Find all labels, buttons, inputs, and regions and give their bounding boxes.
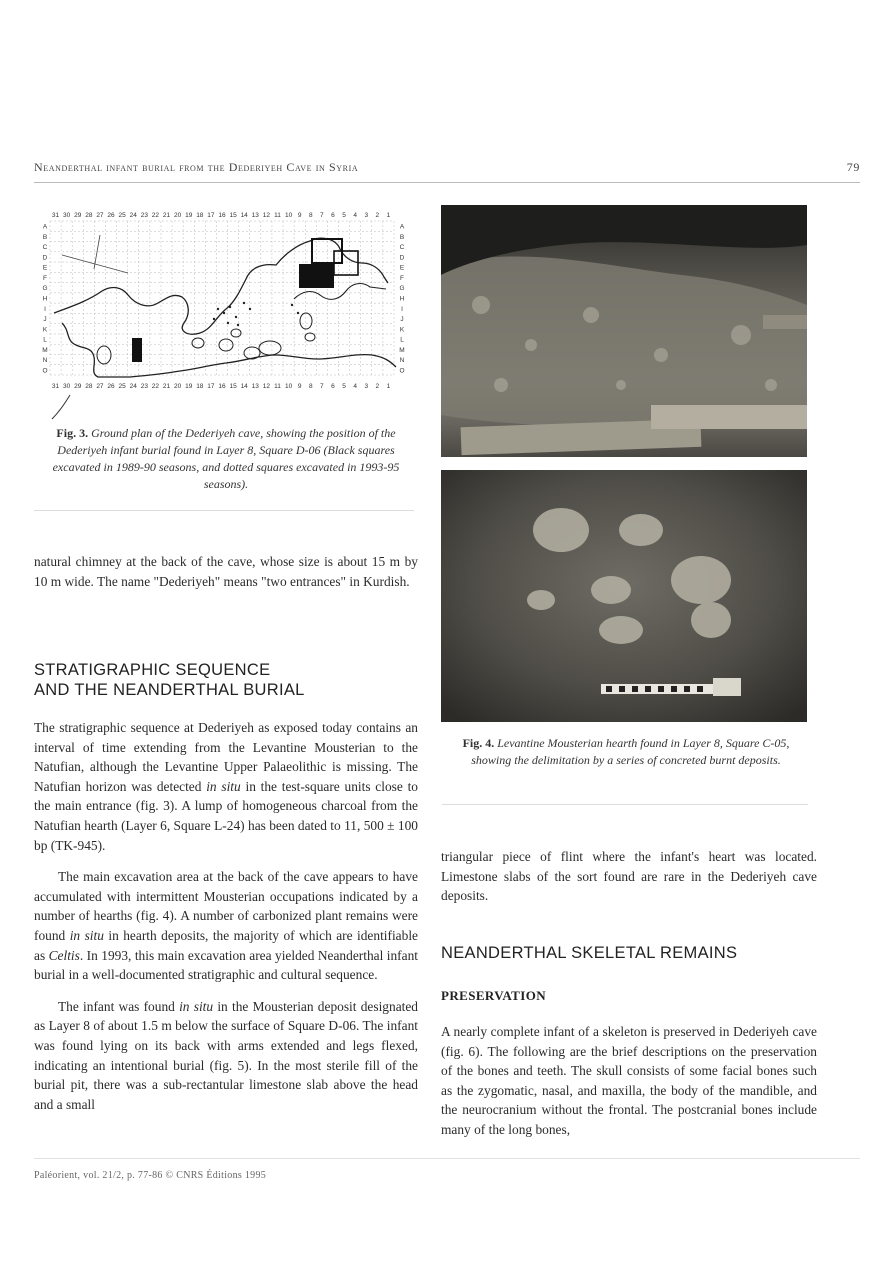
plan-row-letter: E — [399, 264, 405, 272]
plan-column-number: 8 — [308, 383, 313, 390]
plan-column-number: 30 — [63, 212, 71, 219]
boulder — [300, 313, 312, 329]
plan-column-number: 24 — [129, 383, 137, 390]
plan-row-letter: K — [42, 326, 48, 334]
plan-row-letter: J — [43, 316, 47, 324]
plan-row-letter: I — [44, 305, 46, 313]
boulder — [244, 347, 260, 359]
boulder — [259, 341, 281, 355]
figure-4-photo-top — [441, 205, 807, 457]
plan-column-number: 16 — [218, 383, 226, 390]
plan-column-numbers-top — [52, 212, 391, 219]
figure-4-caption — [448, 735, 804, 769]
plan-row-letter: F — [400, 274, 404, 282]
plan-column-number: 9 — [297, 212, 302, 219]
figure-3-caption — [48, 425, 404, 493]
continuation-paragraph: triangular piece of flint where the infant's heart was located. Limestone slabs of the sort found are rare in the Dederiyeh cave deposits. — [441, 849, 817, 904]
plan-row-letter: C — [42, 244, 48, 252]
figure-4-label: Fig. 4. — [462, 736, 495, 750]
hearth-photo — [441, 470, 807, 722]
stratigraphy-paragraphs — [34, 718, 418, 1114]
plan-column-number: 3 — [364, 383, 369, 390]
running-head — [34, 160, 860, 178]
plan-column-number: 10 — [284, 212, 293, 219]
plan-row-letter: F — [43, 274, 47, 282]
footer-citation: Paléorient, vol. 21/2, p. 77-86 © CNRS Éditions 1995 — [34, 1170, 267, 1181]
wooden-plank-right — [651, 405, 807, 429]
plan-row-letter: I — [401, 305, 403, 313]
find-dots — [213, 302, 299, 326]
plan-row-letter: H — [399, 295, 405, 303]
plan-column-number: 27 — [96, 383, 104, 390]
black-square-l24 — [132, 338, 142, 362]
black-square-d06 — [299, 264, 334, 288]
plan-column-number: 11 — [274, 212, 281, 219]
plan-row-letter: O — [399, 367, 405, 375]
plan-row-letter: H — [42, 295, 48, 303]
plan-row-letter: B — [399, 233, 405, 241]
plan-column-number: 14 — [240, 212, 248, 219]
figure-4-photo-bottom — [441, 470, 807, 722]
plan-row-letter: D — [42, 254, 48, 262]
plan-column-number: 18 — [196, 212, 204, 219]
plan-row-letter: C — [399, 244, 405, 252]
plan-column-number: 1 — [386, 383, 391, 390]
plan-column-number: 2 — [375, 212, 380, 219]
plan-column-number: 23 — [140, 383, 148, 390]
plan-row-letter: N — [399, 357, 405, 365]
plan-column-number: 21 — [162, 212, 171, 219]
plan-row-letter: B — [42, 233, 48, 241]
plan-column-number: 5 — [342, 383, 346, 390]
figure-3-caption-text: Ground plan of the Dederiyeh cave, showing the position of the Dederiyeh infant burial found in Layer 8, Square D-06 (Black squares excavated in 1989-90 seasons, and dotted squares excavated in 1993-95 seasons). — [52, 426, 400, 491]
stratigraphy-paragraph-1: The stratigraphic sequence at Dederiyeh as exposed today contains an interval of time extending from the Levantine Mousterian to the Natufian, although the Levantine Upper Palaeolithic is missing. The Natufian horizon was detected in situ in the test-square units close to the main entrance (fig. 3). A lump of homogeneous charcoal from the Natufian hearth (Layer 6, Square L-24) has been dated to 11, 500 ± 100 bp (TK-945). — [34, 720, 418, 853]
plan-column-number: 9 — [297, 383, 302, 390]
plan-diagonal-line — [62, 235, 128, 273]
plan-row-letter: L — [43, 336, 47, 344]
ground-plan-drawing — [40, 205, 410, 425]
plan-column-number: 29 — [74, 212, 82, 219]
plan-column-number: 10 — [284, 383, 293, 390]
plan-column-number: 4 — [353, 383, 357, 390]
preservation-text — [441, 1022, 817, 1140]
plan-column-number: 3 — [364, 212, 369, 219]
plan-column-number: 25 — [118, 212, 126, 219]
running-title: Neanderthal infant burial from the Dederiyeh Cave in Syria — [34, 160, 359, 174]
plan-column-number: 26 — [107, 383, 115, 390]
plan-column-number: 28 — [85, 212, 93, 219]
plan-column-number: 7 — [320, 212, 324, 219]
plan-column-number: 30 — [63, 383, 71, 390]
boulder — [192, 338, 204, 348]
header-rule — [34, 182, 860, 183]
plan-column-number: 22 — [151, 212, 160, 219]
plan-row-letter: N — [42, 357, 48, 365]
boulder — [97, 346, 111, 364]
plan-column-number: 16 — [218, 212, 226, 219]
plan-row-letter: L — [400, 336, 404, 344]
wooden-plank-edge — [763, 315, 807, 329]
plan-row-letter: M — [42, 346, 48, 354]
plan-row-letter: M — [399, 346, 405, 354]
plan-column-number: 2 — [375, 383, 380, 390]
figure-3-label: Fig. 3. — [56, 426, 89, 440]
cave-wall-outline — [54, 238, 388, 334]
plan-row-letter: J — [400, 316, 404, 324]
plan-column-number: 26 — [107, 212, 115, 219]
plan-column-number: 7 — [320, 383, 324, 390]
plan-column-number: 5 — [342, 212, 346, 219]
plan-column-number: 14 — [240, 383, 248, 390]
plan-row-letter: G — [399, 285, 405, 293]
plan-column-number: 18 — [196, 383, 204, 390]
figure-3-ground-plan — [40, 205, 410, 425]
plan-column-number: 23 — [140, 212, 148, 219]
boulder — [219, 339, 233, 351]
plan-column-number: 15 — [229, 383, 237, 390]
plan-row-letter: A — [399, 223, 405, 231]
plan-column-number: 11 — [274, 383, 281, 390]
plan-column-number: 4 — [353, 212, 357, 219]
figure-3-rule — [34, 510, 414, 511]
plan-row-letter: G — [42, 285, 48, 293]
plan-column-number: 20 — [173, 383, 182, 390]
plan-column-number: 28 — [85, 383, 93, 390]
plan-column-number: 20 — [173, 212, 182, 219]
footer-rule — [34, 1158, 860, 1159]
boulder — [231, 329, 241, 337]
plan-column-number: 24 — [129, 212, 137, 219]
plan-column-number: 17 — [207, 383, 215, 390]
plan-column-number: 13 — [251, 212, 259, 219]
section-heading-skeletal: NEANDERTHAL SKELETAL REMAINS — [441, 944, 738, 962]
intro-paragraph: natural chimney at the back of the cave, whose size is about 15 m by 10 m wide. The name "Dederiyeh" means "two entrances" in Kurdish. — [34, 554, 418, 589]
plan-column-number: 25 — [118, 383, 126, 390]
stratigraphy-paragraph-3: The infant was found in situ in the Mousterian deposit designated as Layer 8 of about 1.5 m below the surface of Square D-06. The infant was found lying on its back with arms extended and legs flexed, indicating an intentional burial (fig. 5). In the most sterile fill of the burial pit, there was a sub-rectantular limestone slab above the head and a small — [34, 998, 418, 1112]
plan-column-number: 22 — [151, 383, 160, 390]
right-column-continuation — [441, 847, 817, 906]
plan-column-number: 19 — [185, 383, 193, 390]
preservation-paragraph: A nearly complete infant of a skeleton is preserved in Dederiyeh cave (fig. 6). The following are the brief descriptions on the preservation of the bones and teeth. The skull consists of some facial bones such as the zygomatic, nasal, and maxilla, the body of the mandible, and the neurocranium without the frontal. The postcranial bones include many of the long bones, — [441, 1024, 817, 1137]
plan-column-number: 19 — [185, 212, 193, 219]
plan-leader-line — [52, 395, 70, 419]
section-heading-line2: AND THE NEANDERTHAL BURIAL — [34, 681, 305, 699]
boulder — [305, 333, 315, 341]
left-column — [34, 552, 418, 591]
plan-column-number: 12 — [262, 212, 271, 219]
plan-column-numbers-bottom — [52, 383, 391, 390]
subheading-preservation: PRESERVATION — [441, 988, 546, 1003]
plan-column-number: 29 — [74, 383, 82, 390]
plan-row-letter: D — [399, 254, 405, 262]
plan-row-letter: K — [399, 326, 405, 334]
plan-row-letters-right — [399, 224, 405, 375]
plan-column-number: 1 — [386, 212, 391, 219]
plan-column-number: 21 — [162, 383, 171, 390]
plan-row-letter: O — [42, 367, 48, 375]
scale-case — [713, 678, 741, 696]
plan-column-number: 31 — [51, 212, 60, 219]
plan-row-letters-left — [42, 224, 48, 375]
plan-column-number: 15 — [229, 212, 237, 219]
plan-row-letter: A — [42, 223, 48, 231]
plan-column-number: 27 — [96, 212, 104, 219]
figure-4-caption-text: Levantine Mousterian hearth found in Layer 8, Square C-05, showing the delimitation by a series of concreted burnt deposits. — [471, 736, 790, 767]
plan-column-number: 8 — [308, 212, 313, 219]
plan-column-number: 12 — [262, 383, 271, 390]
page-number: 79 — [846, 160, 860, 174]
plan-column-number: 17 — [207, 212, 215, 219]
excavation-photo-top — [441, 205, 807, 457]
plan-column-number: 13 — [251, 383, 259, 390]
figure-4-rule — [442, 804, 808, 805]
plan-column-number: 6 — [331, 383, 335, 390]
stratigraphy-paragraph-2: The main excavation area at the back of the cave appears to have accumulated with intermittent Mousterian occupations indicated by a number of hearths (fig. 4). A number of carbonized plant remains were found in situ in hearth deposits, the majority of which are identifiable as Celtis. In 1993, this main excavation area yielded Neanderthal infant burial in a well-documented stratigraphic and cultural sequence. — [34, 869, 418, 983]
plan-row-letter: E — [42, 264, 48, 272]
section-heading-stratigraphy — [34, 660, 418, 700]
plan-column-number: 31 — [51, 383, 60, 390]
plan-column-number: 6 — [331, 212, 335, 219]
section-heading-line1: STRATIGRAPHIC SEQUENCE — [34, 661, 271, 679]
